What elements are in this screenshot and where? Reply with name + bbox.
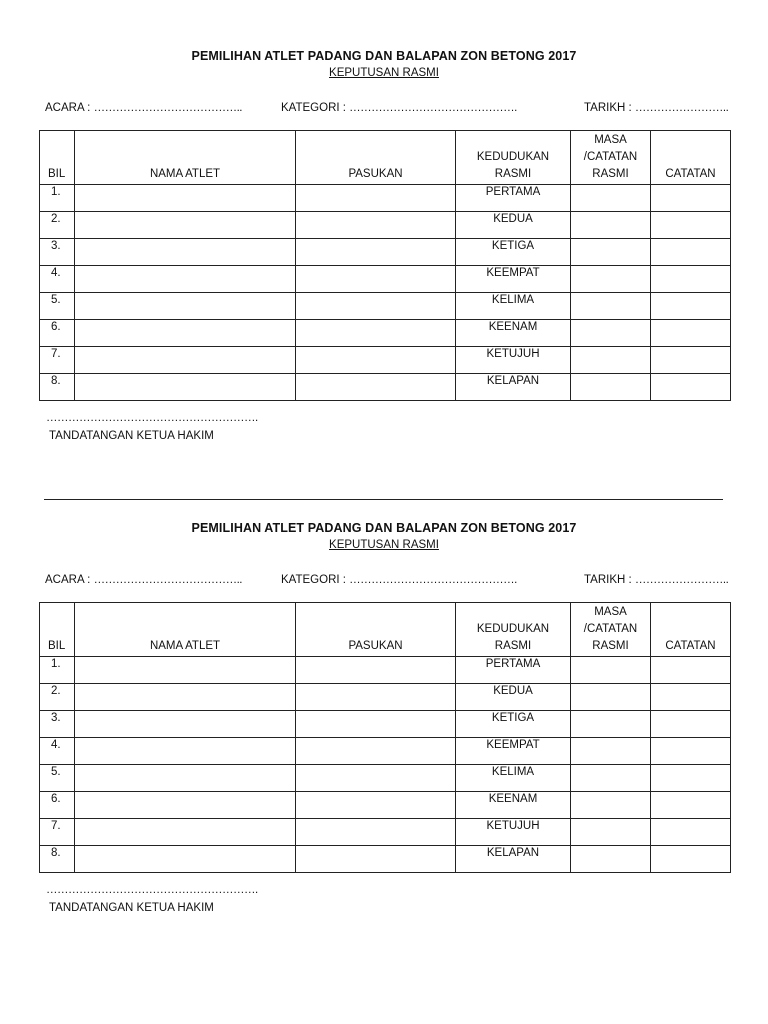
row-bil: 4. <box>40 738 75 765</box>
row-bil: 1. <box>40 185 75 212</box>
row-bil: 5. <box>40 765 75 792</box>
signature-label: TANDATANGAN KETUA HAKIM <box>49 430 214 442</box>
form-title: PEMILIHAN ATLET PADANG DAN BALAPAN ZON BETONG 2017 <box>191 521 577 535</box>
row-kedudukan: KETIGA <box>456 239 571 266</box>
table-row <box>40 266 731 293</box>
row-catatan-cell[interactable] <box>651 738 731 765</box>
row-catatan-cell[interactable] <box>651 846 731 873</box>
row-masa-cell[interactable] <box>571 684 651 711</box>
form-subtitle: KEPUTUSAN RASMI <box>329 67 439 79</box>
table-row <box>40 239 731 266</box>
row-kedudukan: KEENAM <box>456 320 571 347</box>
form-subtitle: KEPUTUSAN RASMI <box>329 539 439 551</box>
header-catatan: CATATAN <box>651 603 731 657</box>
tarikh-blank[interactable]: …………………….. <box>634 102 729 114</box>
row-kedudukan: KELIMA <box>456 293 571 320</box>
kategori-blank[interactable]: ………………………………………. <box>349 574 517 586</box>
row-bil: 4. <box>40 266 75 293</box>
row-nama-atlet-cell[interactable] <box>75 266 296 293</box>
header-masa-line3: RASMI <box>592 168 629 180</box>
header-masa-line2: /CATATAN <box>583 623 638 635</box>
header-masa-line1: MASA <box>594 134 627 146</box>
kategori-label: KATEGORI : <box>281 102 346 114</box>
header-kedudukan-rasmi <box>456 131 571 185</box>
row-catatan-cell[interactable] <box>651 185 731 212</box>
acara-field <box>45 102 242 114</box>
table-row <box>40 684 731 711</box>
row-bil: 2. <box>40 212 75 239</box>
header-masa-catatan-rasmi <box>571 131 651 185</box>
row-nama-atlet-cell[interactable] <box>75 293 296 320</box>
row-kedudukan: KEDUA <box>456 684 571 711</box>
row-pasukan-cell[interactable] <box>296 374 456 401</box>
row-catatan-cell[interactable] <box>651 347 731 374</box>
row-masa-cell[interactable] <box>571 657 651 684</box>
row-masa-cell[interactable] <box>571 266 651 293</box>
row-catatan-cell[interactable] <box>651 684 731 711</box>
kategori-field <box>281 574 517 586</box>
row-kedudukan: KETIGA <box>456 711 571 738</box>
row-nama-atlet-cell[interactable] <box>75 657 296 684</box>
row-kedudukan: KELIMA <box>456 765 571 792</box>
table-row <box>40 320 731 347</box>
row-kedudukan: KEEMPAT <box>456 738 571 765</box>
row-nama-atlet-cell[interactable] <box>75 320 296 347</box>
row-masa-cell[interactable] <box>571 846 651 873</box>
table-header-row <box>40 603 731 657</box>
table-row <box>40 347 731 374</box>
row-nama-atlet-cell[interactable] <box>75 738 296 765</box>
row-kedudukan: KEENAM <box>456 792 571 819</box>
header-nama-atlet: NAMA ATLET <box>75 603 296 657</box>
row-catatan-cell[interactable] <box>651 239 731 266</box>
row-bil: 2. <box>40 684 75 711</box>
row-pasukan-cell[interactable] <box>296 293 456 320</box>
row-pasukan-cell[interactable] <box>296 765 456 792</box>
header-kedudukan-line1: KEDUDUKAN <box>476 623 550 635</box>
acara-blank[interactable]: ………………………………….. <box>93 102 242 114</box>
table-row <box>40 657 731 684</box>
row-bil: 8. <box>40 846 75 873</box>
header-masa-line1: MASA <box>594 606 627 618</box>
acara-field <box>45 574 242 586</box>
table-row <box>40 212 731 239</box>
row-kedudukan: KELAPAN <box>456 374 571 401</box>
table-row <box>40 765 731 792</box>
row-nama-atlet-cell[interactable] <box>75 185 296 212</box>
row-masa-cell[interactable] <box>571 239 651 266</box>
table-row <box>40 792 731 819</box>
signature-line[interactable]: …………………………………………………. <box>46 884 258 896</box>
row-catatan-cell[interactable] <box>651 765 731 792</box>
acara-blank[interactable]: ………………………………….. <box>93 574 242 586</box>
tarikh-label: TARIKH : <box>584 574 632 586</box>
tarikh-label: TARIKH : <box>584 102 632 114</box>
acara-label: ACARA : <box>45 574 91 586</box>
row-masa-cell[interactable] <box>571 711 651 738</box>
kategori-label: KATEGORI : <box>281 574 346 586</box>
tarikh-blank[interactable]: …………………….. <box>634 574 729 586</box>
row-pasukan-cell[interactable] <box>296 792 456 819</box>
row-catatan-cell[interactable] <box>651 711 731 738</box>
signature-label: TANDATANGAN KETUA HAKIM <box>49 902 214 914</box>
row-pasukan-cell[interactable] <box>296 185 456 212</box>
tarikh-field <box>584 574 728 586</box>
row-masa-cell[interactable] <box>571 185 651 212</box>
row-masa-cell[interactable] <box>571 347 651 374</box>
row-catatan-cell[interactable] <box>651 320 731 347</box>
header-kedudukan-rasmi <box>456 603 571 657</box>
row-catatan-cell[interactable] <box>651 293 731 320</box>
kategori-field <box>281 102 517 114</box>
row-nama-atlet-cell[interactable] <box>75 374 296 401</box>
row-bil: 6. <box>40 792 75 819</box>
row-kedudukan: KELAPAN <box>456 846 571 873</box>
row-nama-atlet-cell[interactable] <box>75 792 296 819</box>
row-masa-cell[interactable] <box>571 792 651 819</box>
row-catatan-cell[interactable] <box>651 374 731 401</box>
row-pasukan-cell[interactable] <box>296 266 456 293</box>
table-row <box>40 293 731 320</box>
row-masa-cell[interactable] <box>571 293 651 320</box>
row-masa-cell[interactable] <box>571 212 651 239</box>
row-catatan-cell[interactable] <box>651 819 731 846</box>
header-masa-catatan-rasmi <box>571 603 651 657</box>
row-kedudukan: KETUJUH <box>456 347 571 374</box>
table-header-row <box>40 131 731 185</box>
row-pasukan-cell[interactable] <box>296 846 456 873</box>
results-table <box>39 130 731 401</box>
row-nama-atlet-cell[interactable] <box>75 846 296 873</box>
row-bil: 1. <box>40 657 75 684</box>
row-pasukan-cell[interactable] <box>296 212 456 239</box>
row-catatan-cell[interactable] <box>651 657 731 684</box>
row-bil: 7. <box>40 347 75 374</box>
signature-line[interactable]: …………………………………………………. <box>46 412 258 424</box>
header-catatan: CATATAN <box>651 131 731 185</box>
row-masa-cell[interactable] <box>571 738 651 765</box>
row-pasukan-cell[interactable] <box>296 819 456 846</box>
row-nama-atlet-cell[interactable] <box>75 819 296 846</box>
form-title: PEMILIHAN ATLET PADANG DAN BALAPAN ZON BETONG 2017 <box>191 49 577 63</box>
row-masa-cell[interactable] <box>571 374 651 401</box>
table-row <box>40 738 731 765</box>
row-catatan-cell[interactable] <box>651 212 731 239</box>
row-pasukan-cell[interactable] <box>296 711 456 738</box>
row-kedudukan: PERTAMA <box>456 657 571 684</box>
row-nama-atlet-cell[interactable] <box>75 684 296 711</box>
row-nama-atlet-cell[interactable] <box>75 765 296 792</box>
tarikh-field <box>584 102 728 114</box>
table-row <box>40 819 731 846</box>
row-bil: 8. <box>40 374 75 401</box>
table-row <box>40 711 731 738</box>
table-row <box>40 185 731 212</box>
row-kedudukan: KETUJUH <box>456 819 571 846</box>
table-row <box>40 846 731 873</box>
header-pasukan: PASUKAN <box>296 603 456 657</box>
row-kedudukan: KEDUA <box>456 212 571 239</box>
header-kedudukan-line2: RASMI <box>494 640 532 652</box>
row-pasukan-cell[interactable] <box>296 684 456 711</box>
row-nama-atlet-cell[interactable] <box>75 711 296 738</box>
header-pasukan: PASUKAN <box>296 131 456 185</box>
row-nama-atlet-cell[interactable] <box>75 347 296 374</box>
row-kedudukan: KEEMPAT <box>456 266 571 293</box>
cut-divider-line <box>44 499 723 500</box>
header-masa-line2: /CATATAN <box>583 151 638 163</box>
kategori-blank[interactable]: ………………………………………. <box>349 102 517 114</box>
row-masa-cell[interactable] <box>571 819 651 846</box>
acara-label: ACARA : <box>45 102 91 114</box>
results-table <box>39 602 731 873</box>
row-bil: 7. <box>40 819 75 846</box>
row-catatan-cell[interactable] <box>651 792 731 819</box>
header-kedudukan-line1: KEDUDUKAN <box>476 151 550 163</box>
row-masa-cell[interactable] <box>571 320 651 347</box>
row-bil: 3. <box>40 711 75 738</box>
table-row <box>40 374 731 401</box>
row-nama-atlet-cell[interactable] <box>75 212 296 239</box>
row-masa-cell[interactable] <box>571 765 651 792</box>
header-kedudukan-line2: RASMI <box>494 168 532 180</box>
row-pasukan-cell[interactable] <box>296 320 456 347</box>
row-pasukan-cell[interactable] <box>296 657 456 684</box>
row-bil: 3. <box>40 239 75 266</box>
row-bil: 6. <box>40 320 75 347</box>
header-bil: BIL <box>40 603 75 657</box>
row-bil: 5. <box>40 293 75 320</box>
header-bil: BIL <box>40 131 75 185</box>
row-catatan-cell[interactable] <box>651 266 731 293</box>
row-kedudukan: PERTAMA <box>456 185 571 212</box>
row-pasukan-cell[interactable] <box>296 738 456 765</box>
header-masa-line3: RASMI <box>592 640 629 652</box>
row-pasukan-cell[interactable] <box>296 239 456 266</box>
row-pasukan-cell[interactable] <box>296 347 456 374</box>
row-nama-atlet-cell[interactable] <box>75 239 296 266</box>
header-nama-atlet: NAMA ATLET <box>75 131 296 185</box>
